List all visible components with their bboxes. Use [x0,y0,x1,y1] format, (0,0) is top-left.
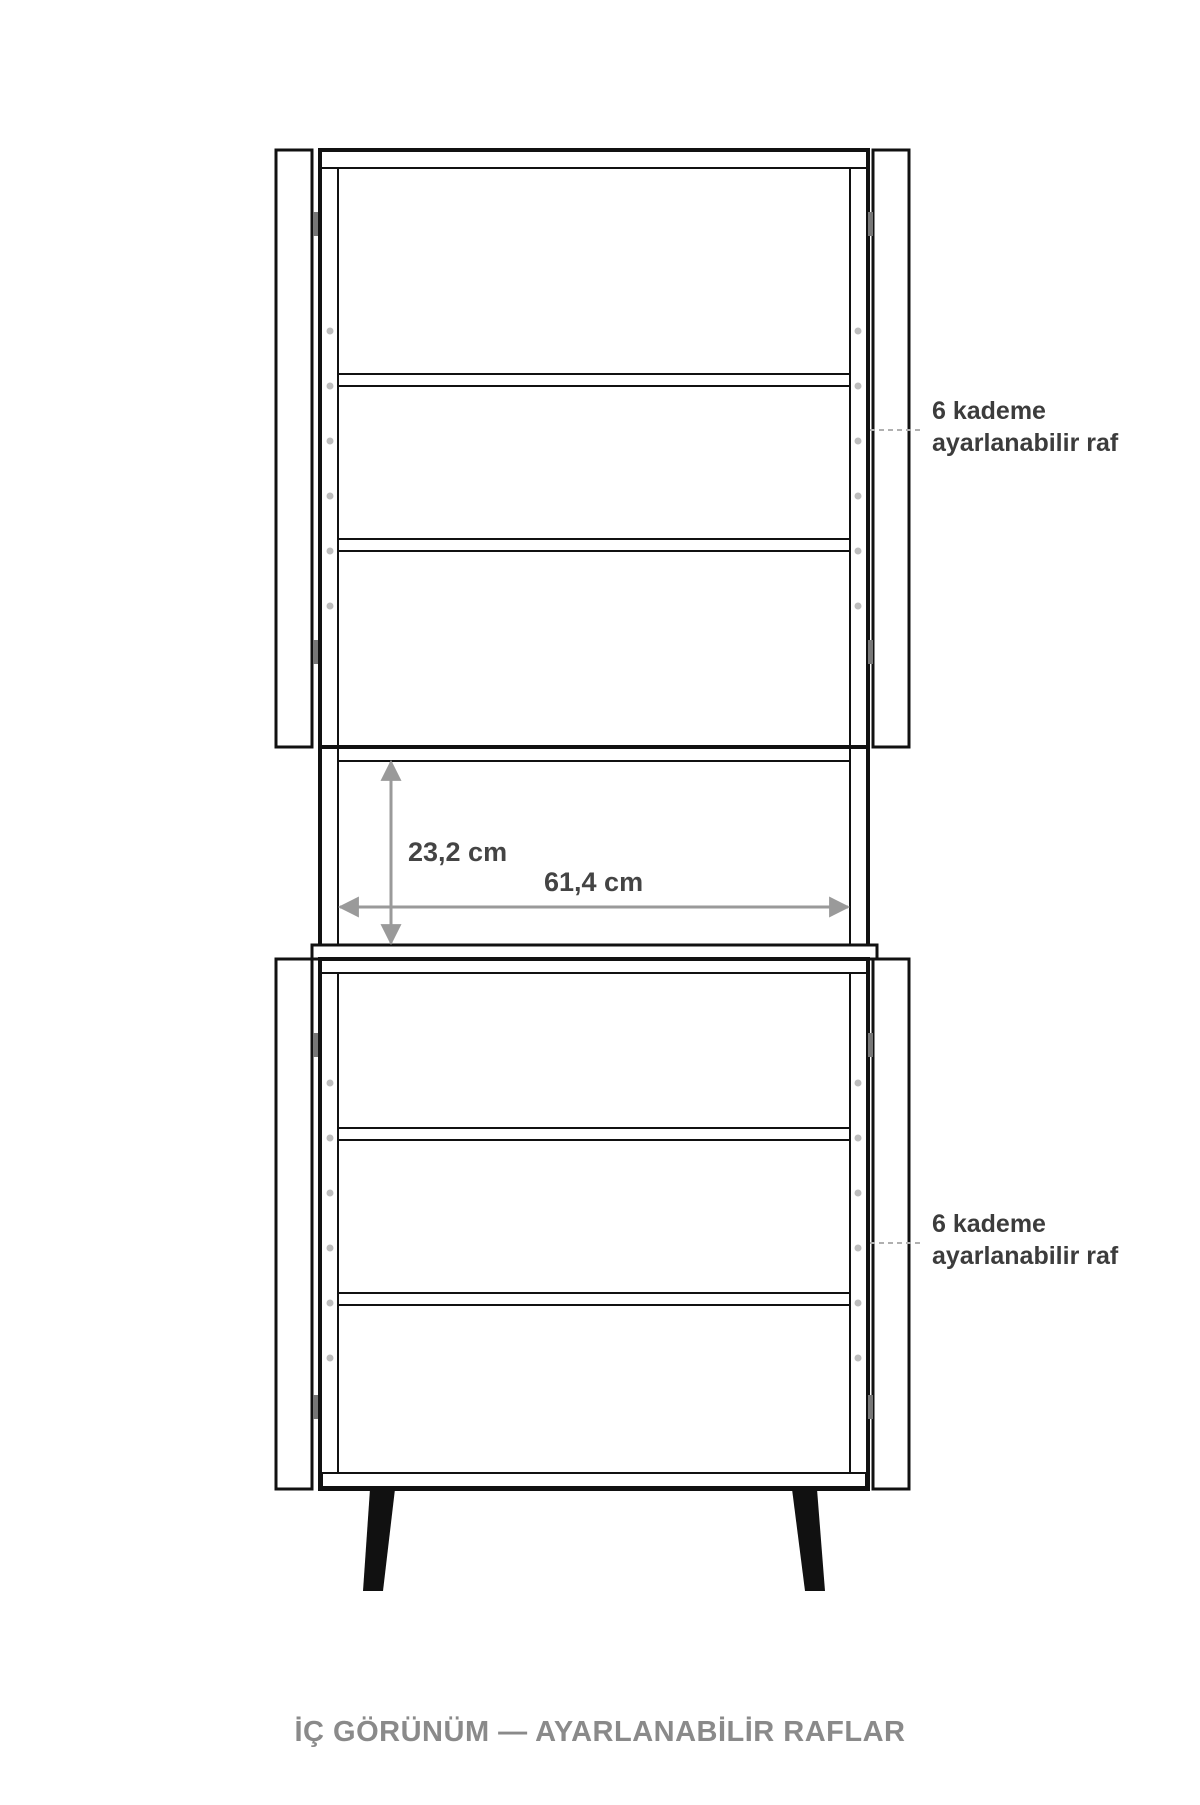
lower-left-door [276,959,312,1489]
upper-right-door [873,150,909,747]
shelf-hole [855,1190,862,1197]
upper-cabinet-body [320,150,868,747]
upper-shelf-callout [932,395,1118,459]
width-dimension-label: 61,4 cm [544,867,644,897]
lower-callout-line1: 6 kademe [932,1210,1046,1238]
middle-open-section [312,747,877,959]
shelf-hole [327,548,334,555]
hinge [313,212,318,236]
shelf-hole [327,438,334,445]
shelf-hole [327,1245,334,1252]
lower-hinges [313,1033,873,1419]
lower-shelf-1 [338,1128,850,1140]
shelf-hole [327,383,334,390]
shelf-hole [855,548,862,555]
lower-bottom-panel [322,1473,866,1487]
hinge [313,1395,318,1419]
shelf-hole [327,1355,334,1362]
shelf-hole [855,1245,862,1252]
lower-callout-line2: ayarlanabilir raf [932,1242,1119,1270]
hinge [868,640,873,664]
shelf-hole [855,383,862,390]
left-leg [363,1489,395,1591]
upper-hinges [313,212,873,664]
shelf-hole [327,493,334,500]
hinge [313,1033,318,1057]
lower-shelf-callout [932,1208,1118,1272]
upper-cabinet [276,150,909,747]
upper-left-door [276,150,312,747]
shelf-hole [327,1190,334,1197]
lower-shelf-holes [327,1080,862,1362]
height-dimension-label: 23,2 cm [408,837,508,867]
lower-cabinet [276,959,909,1489]
upper-shelf-2 [338,539,850,551]
shelf-hole [855,1355,862,1362]
upper-shelf-holes [327,328,862,610]
countertop [312,945,877,959]
shelf-hole [855,1135,862,1142]
shelf-hole [855,328,862,335]
shelf-hole [327,1080,334,1087]
hinge [868,212,873,236]
legs [363,1489,825,1591]
upper-shelf-1 [338,374,850,386]
lower-cabinet-body [320,959,868,1489]
shelf-hole [327,1300,334,1307]
diagram-caption: İÇ GÖRÜNÜM — AYARLANABİLİR RAFLAR [294,1716,906,1748]
upper-callout-line2: ayarlanabilir raf [932,429,1119,457]
shelf-hole [327,328,334,335]
shelf-hole [327,1135,334,1142]
upper-callout-line1: 6 kademe [932,397,1046,425]
hinge [868,1033,873,1057]
right-leg [792,1489,825,1591]
lower-shelf-2 [338,1293,850,1305]
shelf-hole [855,493,862,500]
lower-right-door [873,959,909,1489]
hinge [313,640,318,664]
shelf-hole [855,1080,862,1087]
shelf-hole [855,603,862,610]
callout-leaders [870,430,920,1243]
shelf-hole [855,1300,862,1307]
shelf-hole [327,603,334,610]
hinge [868,1395,873,1419]
shelf-hole [855,438,862,445]
